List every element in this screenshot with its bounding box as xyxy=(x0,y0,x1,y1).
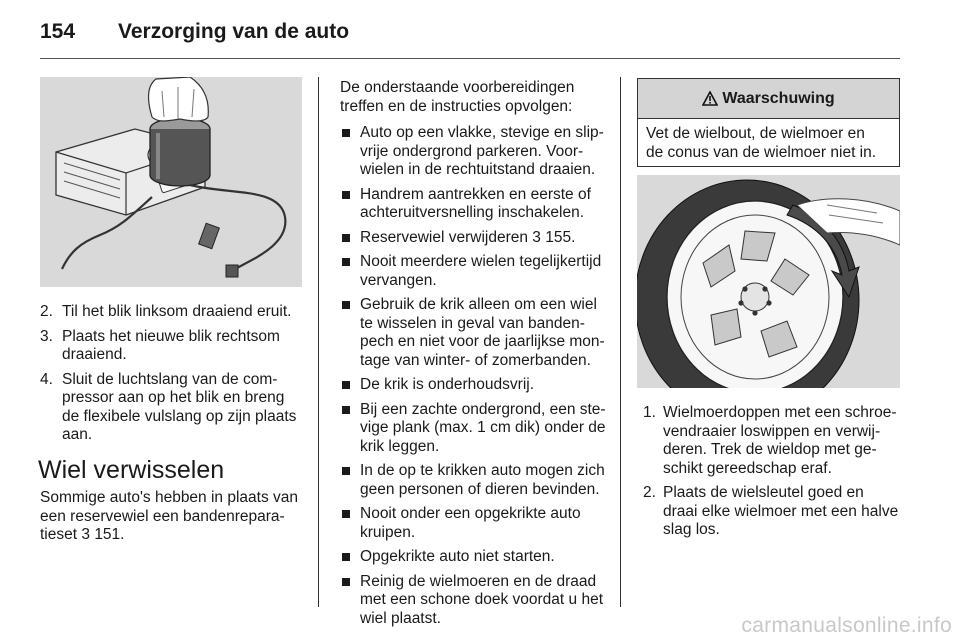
bullet-item xyxy=(340,296,614,370)
bullet-line: Nooit onder een opgekrikte auto xyxy=(360,505,581,522)
bullet-line: De krik is onderhoudsvrij. xyxy=(360,376,535,393)
bullet-line: pech en niet voor de jaarlijkse mon- xyxy=(360,333,605,350)
intro-line: een reservewiel een bandenrepara- xyxy=(40,507,285,525)
step-number: 2. xyxy=(643,484,656,501)
bullet-line: geen personen of dieren bevinden. xyxy=(360,480,600,498)
bullet-line: Bij een zachte ondergrond, een ste- xyxy=(360,400,606,418)
step-line: draai elke wielmoer met een halve xyxy=(663,502,899,520)
bullet-item xyxy=(340,573,614,629)
bullet-marker xyxy=(342,406,350,414)
watermark: carmanualsonline.info xyxy=(741,614,952,637)
bullet-line: te wisselen in geval van banden- xyxy=(360,314,585,332)
section-title: Wiel verwisselen xyxy=(38,456,225,484)
bullet-line: Reservewiel verwijderen xyxy=(360,228,528,246)
step-number: 2. xyxy=(40,303,53,320)
bullet-line: Gebruik de krik alleen om een wiel xyxy=(360,296,597,313)
bullet-line: krik leggen. xyxy=(360,437,440,455)
bullet-line: Handrem aantrekken en eerste of xyxy=(360,185,591,203)
column-divider-left xyxy=(318,77,319,607)
compressor-illustration xyxy=(40,77,302,287)
warning-line: de conus van de wielmoer niet in. xyxy=(646,143,877,161)
bullet-item xyxy=(340,548,614,567)
step-line: deren. Trek de wieldop met ge- xyxy=(663,441,877,458)
left-step-list xyxy=(40,303,312,451)
step-text: Til het blik linksom draaiend eruit. xyxy=(62,303,292,320)
step-line: slag los. xyxy=(663,521,720,538)
bullet-line: kruipen. xyxy=(360,523,416,541)
step-number: 1. xyxy=(643,404,656,421)
bullet-line: In de op te krikken auto mogen zich xyxy=(360,462,605,479)
bullet-line: met een schone doek voordat u het xyxy=(360,591,603,608)
bullet-line: wiel plaatst. xyxy=(360,609,441,627)
bullet-marker xyxy=(342,553,350,561)
intro-line: Sommige auto's hebben in plaats van xyxy=(40,489,299,506)
bullet-line: Nooit meerdere wielen tegelijkertijd xyxy=(360,253,602,270)
step-item-4 xyxy=(40,371,312,445)
warning-triangle-icon xyxy=(702,91,718,106)
step-line: aan. xyxy=(62,426,93,443)
step-line: vendraaier loswippen en verwij- xyxy=(663,422,881,440)
bullet-marker xyxy=(342,467,350,475)
precaution-bullet-list xyxy=(340,124,614,634)
wheel-drawing xyxy=(637,175,900,388)
step-item-3 xyxy=(40,328,312,365)
step-line: Sluit de luchtslang van de com- xyxy=(62,370,278,388)
bullet-item xyxy=(340,401,614,457)
bullet-item xyxy=(340,505,614,542)
bullet-marker xyxy=(342,234,350,242)
bullet-item xyxy=(340,253,614,290)
bullet-item xyxy=(340,186,614,223)
step-number: 3. xyxy=(40,327,53,345)
right-step-list xyxy=(643,404,903,546)
bullet-item xyxy=(340,462,614,499)
wheel-cap-illustration xyxy=(637,175,900,388)
bullet-marker xyxy=(342,129,350,137)
page-header xyxy=(0,0,960,58)
intro-line-last xyxy=(40,526,312,545)
bullet-marker xyxy=(342,258,350,266)
bullet-marker xyxy=(342,381,350,389)
intro-line: treffen en de instructies opvolgen: xyxy=(340,97,573,115)
bullet-marker xyxy=(342,578,350,586)
intro-line: De onderstaande voorbereidingen xyxy=(340,79,575,96)
bullet-item xyxy=(340,124,614,180)
bullet-marker xyxy=(342,301,350,309)
bullet-line: vige plank (max. 1 cm dik) onder de xyxy=(360,419,606,436)
page-number: 154 xyxy=(40,20,76,43)
bullet-line: Opgekrikte auto niet starten. xyxy=(360,548,555,565)
bullet-line: achteruitversnelling inschakelen. xyxy=(360,204,585,221)
step-number: 4. xyxy=(40,370,53,388)
warning-box xyxy=(637,78,900,167)
step-line: draaiend. xyxy=(62,346,127,363)
page-reference-link[interactable]: 151. xyxy=(94,526,125,543)
step-line: de flexibele vulslang op zijn plaats xyxy=(62,407,297,425)
step-item-2 xyxy=(643,484,903,540)
page-reference-icon: 3 xyxy=(532,228,541,246)
step-line: Wielmoerdoppen met een schroe- xyxy=(663,404,897,421)
section-intro xyxy=(40,489,312,545)
warning-header xyxy=(638,79,899,119)
bullet-marker xyxy=(342,191,350,199)
bullet-marker xyxy=(342,510,350,518)
bullet-item xyxy=(340,376,614,395)
middle-intro xyxy=(340,79,612,116)
step-item-2 xyxy=(40,303,312,322)
warning-text xyxy=(638,119,899,168)
step-line: Plaats het nieuwe blik rechtsom xyxy=(62,327,280,345)
warning-line: Vet de wielbout, de wielmoer en xyxy=(646,125,865,142)
step-line: schikt gereedschap eraf. xyxy=(663,459,832,477)
bullet-item xyxy=(340,229,614,248)
bullet-line: Auto op een vlakke, stevige en slip- xyxy=(360,124,604,141)
chapter-title: Verzorging van de auto xyxy=(118,20,350,43)
step-line: pressor aan op het blik en breng xyxy=(62,389,285,406)
bullet-line: Reinig de wielmoeren en de draad xyxy=(360,572,597,590)
compressor-drawing xyxy=(40,77,302,287)
step-line: Plaats de wielsleutel goed en xyxy=(663,484,864,501)
warning-title: Waarschuwing xyxy=(722,89,835,107)
bullet-line: vrije ondergrond parkeren. Voor- xyxy=(360,142,584,160)
step-item-1 xyxy=(643,404,903,478)
bullet-line: wielen in de rechtuitstand draaien. xyxy=(360,161,596,178)
column-divider-right xyxy=(620,77,621,607)
bullet-line: vervangen. xyxy=(360,271,437,289)
page-reference-icon: 3 xyxy=(81,526,90,543)
page-reference-link[interactable]: 155. xyxy=(545,228,576,246)
bullet-line: tage van winter- of zomerbanden. xyxy=(360,351,591,369)
header-divider xyxy=(40,58,900,59)
intro-line: tieset xyxy=(40,526,78,543)
